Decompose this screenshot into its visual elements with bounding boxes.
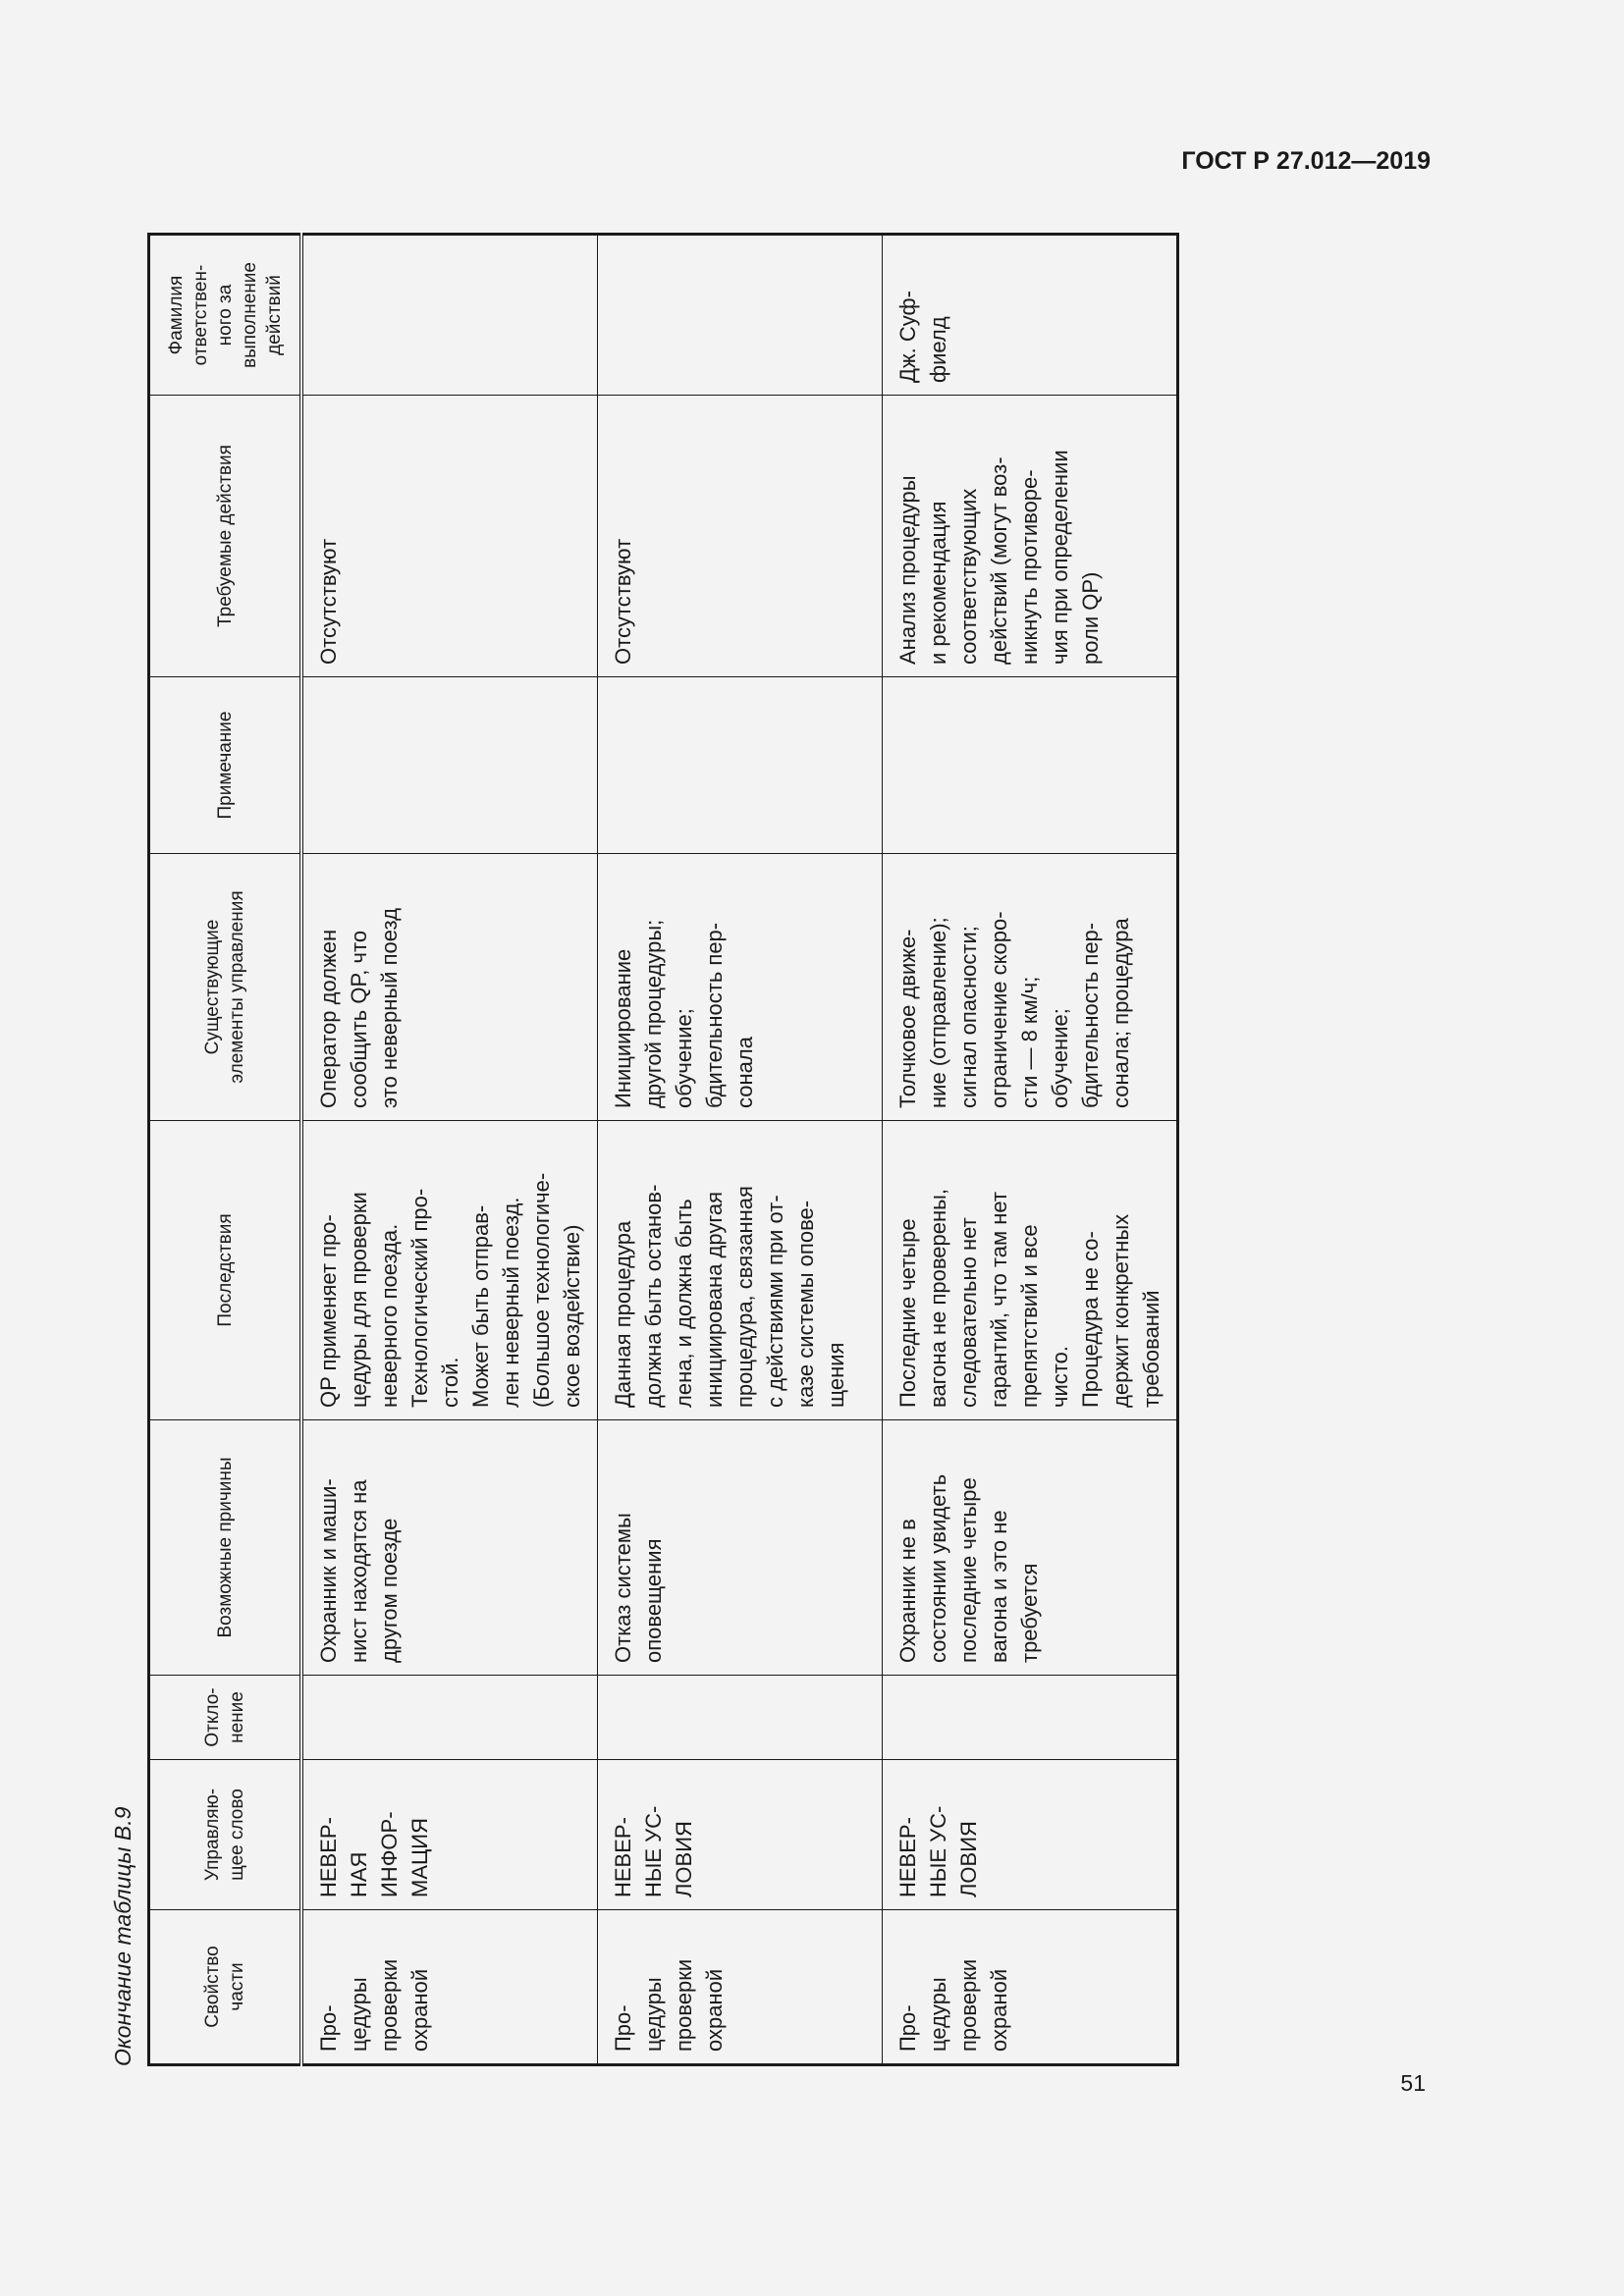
table-row — [301, 235, 598, 2065]
cell-consequences: Последние четыре вагона не проверены, следовательно нет гарантий, что там нет препятствий и все чисто. Процедура не со- держит конкретных требований — [883, 1121, 1178, 1420]
cell-consequences: Данная процедура должна быть останов- лена, и должна быть инициирована другая процедура, связанная с действиями при от- казе системы опове- щения — [598, 1121, 883, 1420]
cell-causes: Охранник не в состоянии увидеть последние четыре вагона и это не требуется — [883, 1420, 1178, 1676]
cell-deviation — [598, 1676, 883, 1760]
cell-responsible: Дж. Суф- фиелд — [883, 235, 1178, 396]
cell-note — [598, 677, 883, 854]
cell-property: Про- цедуры проверки охраной — [883, 1910, 1178, 2065]
col-header-note: Примечание — [149, 677, 302, 854]
col-header-responsible: Фамилия ответствен- ного за выполнение действий — [149, 235, 302, 396]
cell-deviation — [883, 1676, 1178, 1760]
cell-guide-word: НЕВЕР- НАЯ ИНФОР- МАЦИЯ — [301, 1760, 598, 1910]
table-caption: Окончание таблицы В.9 — [110, 1806, 135, 2066]
cell-consequences: QP применяет про- цедуры для проверки неверного поезда. Технологический про- стой. Может быть отправ- лен неверный поезд. (Большое технологиче- ское воздействие) — [301, 1121, 598, 1420]
col-header-controls: Существующие элементы управления — [149, 854, 302, 1121]
page-number: 51 — [1400, 2070, 1426, 2096]
col-header-actions: Требуемые действия — [149, 396, 302, 677]
cell-causes: Отказ системы оповещения — [598, 1420, 883, 1676]
table-row — [598, 235, 883, 2065]
cell-controls: Оператор должен сообщить QP, что это неверный поезд — [301, 854, 598, 1121]
cell-controls: Инициирование другой процедуры; обучение; бдительность пер- сонала — [598, 854, 883, 1121]
document-header: ГОСТ Р 27.012—2019 — [1181, 147, 1431, 175]
col-header-consequences: Последствия — [149, 1121, 302, 1420]
cell-property: Про- цедуры проверки охраной — [598, 1910, 883, 2065]
cell-guide-word: НЕВЕР- НЫЕ УС- ЛОВИЯ — [883, 1760, 1178, 1910]
table-row — [883, 235, 1178, 2065]
cell-responsible — [301, 235, 598, 396]
col-header-property: Свойство части — [149, 1910, 302, 2065]
col-header-guide-word: Управляю- щее слово — [149, 1760, 302, 1910]
table-header-row — [149, 235, 302, 2065]
cell-causes: Охранник и маши- нист находятся на другом поезде — [301, 1420, 598, 1676]
hazop-table — [147, 233, 1179, 2066]
cell-guide-word: НЕВЕР- НЫЕ УС- ЛОВИЯ — [598, 1760, 883, 1910]
cell-note — [883, 677, 1178, 854]
cell-actions: Анализ процедуры и рекомендация соответствующих действий (могут воз- никнуть противоре- чия при определении роли QP) — [883, 396, 1178, 677]
col-header-deviation: Откло- нение — [149, 1676, 302, 1760]
cell-property: Про- цедуры проверки охраной — [301, 1910, 598, 2065]
cell-actions: Отсутствуют — [301, 396, 598, 677]
rotated-table-region — [110, 236, 1164, 2066]
cell-deviation — [301, 1676, 598, 1760]
cell-actions: Отсутствуют — [598, 396, 883, 677]
cell-controls: Толчковое движе- ние (отправление); сигнал опасности; ограничение скоро- сти — 8 км/ч; обучение; бдительность пер- сонала; процедура — [883, 854, 1178, 1121]
col-header-causes: Возможные причины — [149, 1420, 302, 1676]
cell-responsible — [598, 235, 883, 396]
cell-note — [301, 677, 598, 854]
